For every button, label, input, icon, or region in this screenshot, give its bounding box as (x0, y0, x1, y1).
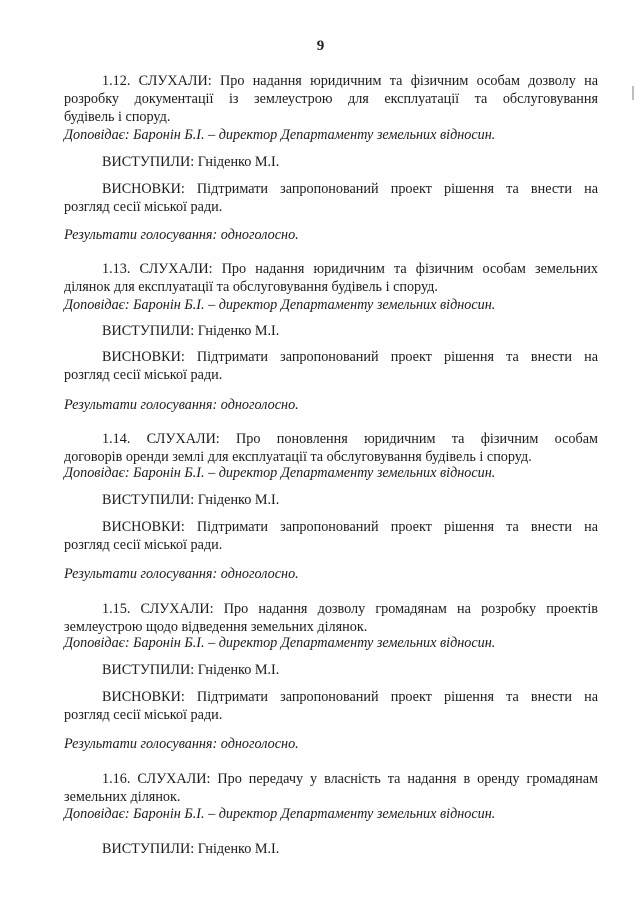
page-number: 9 (316, 38, 325, 54)
reporter-line: Доповідає: Баронін Б.І. – директор Департаменту земельних відносин. (64, 297, 496, 313)
conclusion-text-end: розгляд сесії міської ради. (64, 199, 223, 215)
conclusion-text-end: розгляд сесії міської ради. (64, 707, 223, 723)
vote-result: Результати голосування: одноголосно. (64, 397, 299, 413)
section-1-15-heard (64, 600, 598, 636)
heard-text: 1.15. СЛУХАЛИ: Про надання дозволу громадянам на розробку проектів (102, 601, 598, 617)
section-1-13-conclusion (64, 348, 598, 384)
conclusion-text: ВИСНОВКИ: Підтримати запропонований проект рішення та внести на (102, 181, 598, 197)
conclusion-text: ВИСНОВКИ: Підтримати запропонований проект рішення та внести на (102, 689, 598, 705)
reporter-line: Доповідає: Баронін Б.І. – директор Департаменту земельних відносин. (64, 806, 496, 822)
heard-text-end: договорів оренди землі для експлуатації та обслуговування будівель і споруд. (64, 449, 532, 465)
conclusion-text-end: розгляд сесії міської ради. (64, 367, 223, 383)
spoke-line: ВИСТУПИЛИ: Гніденко М.І. (102, 154, 280, 170)
reporter-line: Доповідає: Баронін Б.І. – директор Департаменту земельних відносин. (64, 465, 496, 481)
vote-result: Результати голосування: одноголосно. (64, 227, 299, 243)
vote-result: Результати голосування: одноголосно. (64, 566, 299, 582)
spoke-line: ВИСТУПИЛИ: Гніденко М.І. (102, 492, 280, 508)
heard-text: 1.12. СЛУХАЛИ: Про надання юридичним та фізичним особам дозволу на розробку документації із землеустрою для експлуатації та обслуговування (64, 73, 598, 107)
reporter-line: Доповідає: Баронін Б.І. – директор Департаменту земельних відносин. (64, 127, 496, 143)
section-1-14-conclusion (64, 518, 598, 554)
vote-result: Результати голосування: одноголосно. (64, 736, 299, 752)
conclusion-text: ВИСНОВКИ: Підтримати запропонований проект рішення та внести на (102, 519, 598, 535)
heard-text-end: земельних ділянок. (64, 789, 181, 805)
heard-text: 1.16. СЛУХАЛИ: Про передачу у власність та надання в оренду громадянам (102, 771, 598, 787)
conclusion-text: ВИСНОВКИ: Підтримати запропонований проект рішення та внести на (102, 349, 598, 365)
section-1-15-conclusion (64, 688, 598, 724)
scan-artifact (632, 86, 634, 100)
section-1-13-heard (64, 260, 598, 296)
spoke-line: ВИСТУПИЛИ: Гніденко М.І. (102, 662, 280, 678)
heard-text: 1.14. СЛУХАЛИ: Про поновлення юридичним та фізичним особам (102, 431, 598, 447)
spoke-line: ВИСТУПИЛИ: Гніденко М.І. (102, 841, 280, 857)
conclusion-text-end: розгляд сесії міської ради. (64, 537, 223, 553)
heard-text: 1.13. СЛУХАЛИ: Про надання юридичним та фізичним особам земельних (102, 261, 598, 277)
section-1-12-heard (64, 72, 598, 126)
reporter-line: Доповідає: Баронін Б.І. – директор Департаменту земельних відносин. (64, 635, 496, 651)
section-1-14-heard (64, 430, 598, 466)
heard-text-end: землеустрою щодо відведення земельних ділянок. (64, 619, 368, 635)
heard-text-end: ділянок для експлуатації та обслуговування будівель і споруд. (64, 279, 438, 295)
spoke-line: ВИСТУПИЛИ: Гніденко М.І. (102, 323, 280, 339)
section-1-16-heard (64, 770, 598, 806)
heard-text-end: будівель і споруд. (64, 109, 171, 125)
section-1-12-conclusion (64, 180, 598, 216)
